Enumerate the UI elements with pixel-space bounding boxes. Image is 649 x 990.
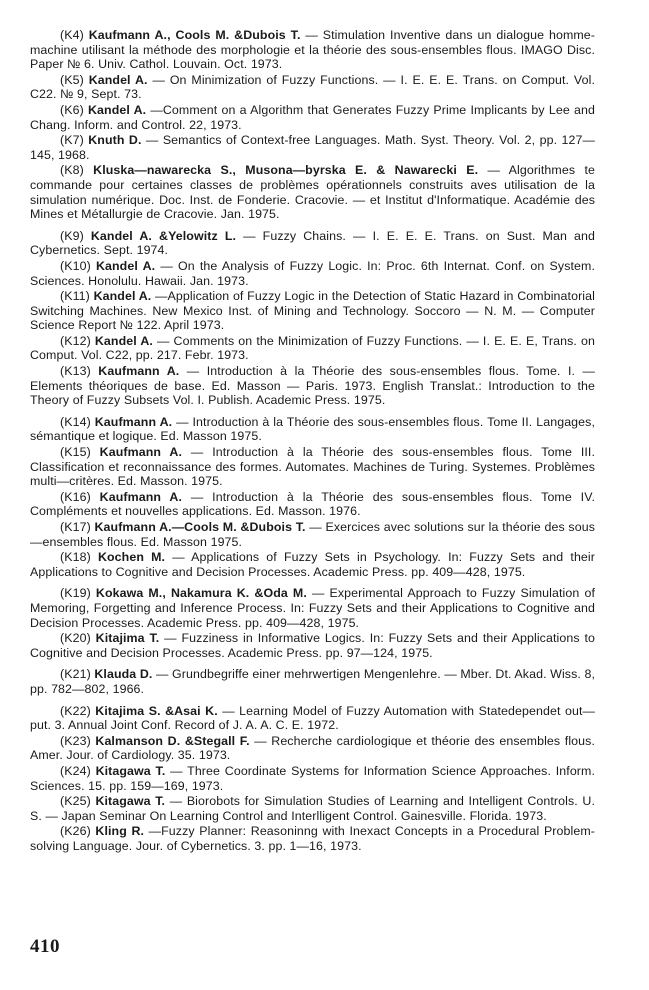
reference-entry bbox=[30, 445, 595, 489]
reference-text: — On the Analysis of Fuzzy Logic. In: Proc. 6th Internat. Conf. on System. Sciences. Honolulu. Hawaii. Jan. 1973. bbox=[30, 258, 595, 288]
reference-code: (K13) bbox=[60, 364, 91, 379]
reference-entry bbox=[30, 794, 595, 823]
reference-authors: Kaufmann A. bbox=[98, 364, 180, 379]
reference-authors: Kaufmann A. bbox=[99, 445, 183, 460]
reference-entry bbox=[30, 631, 595, 660]
reference-authors: Kochen M. bbox=[97, 550, 166, 565]
reference-authors: Kandel A. &Yelowitz L. bbox=[90, 228, 237, 243]
reference-code: (K15) bbox=[60, 445, 91, 460]
reference-entry bbox=[30, 550, 595, 579]
reference-entry bbox=[30, 734, 595, 763]
reference-text: — Applications of Fuzzy Sets in Psychology. In: Fuzzy Sets and their Applications to Cognitive and Decision Processes. Academic Press. pp. 409—428, 1975. bbox=[30, 550, 595, 579]
reference-authors: Kitagawa T. bbox=[95, 763, 166, 778]
reference-code: (K6) bbox=[60, 102, 84, 117]
reference-code: (K20) bbox=[60, 631, 91, 646]
reference-code: (K12) bbox=[60, 333, 91, 348]
reference-authors: Kitajima S. &Asai K. bbox=[95, 703, 218, 718]
reference-code: (K8) bbox=[60, 163, 84, 178]
reference-code: (K4) bbox=[60, 28, 84, 42]
reference-text: — Stimulation Inventive dans un dialogue homme-machine utilisant la méthode des morphologie et la théorie des sous-ensembles flous. IMAGO Disc. Paper № 6. Univ. Cathol. Louvain. Oct. 1973. bbox=[30, 28, 595, 72]
reference-entry bbox=[30, 824, 595, 853]
reference-entry bbox=[30, 586, 595, 630]
reference-authors: Kalmanson D. &Stegall F. bbox=[95, 733, 250, 748]
reference-text: — Comments on the Minimization of Fuzzy Functions. — I. E. E. E, Trans. on Comput. Vol. C22, pp. 217. Febr. 1973. bbox=[30, 333, 595, 363]
reference-text: — Introduction à la Théorie des sous-ensembles flous. Tome. I. — Elements théoriques de base. Ed. Masson — Paris. 1973. English Translat.: Introduction to the Theory of Fuzzy Subsets Vol. I. Publish. Academic Press. 1975. bbox=[30, 364, 596, 408]
reference-entry bbox=[30, 520, 595, 549]
reference-list bbox=[30, 28, 595, 854]
reference-text: — Recherche cardiologique et théorie des ensembles flous. Amer. Jour. of Cardiology. 35. 1973. bbox=[30, 733, 595, 763]
page-number: 410 bbox=[30, 936, 60, 957]
reference-code: (K17) bbox=[60, 520, 91, 534]
reference-text: — Grundbegriffe einer mehrwertigen Mengenlehre. — Mber. Dt. Akad. Wiss. 8, pp. 782—802, 1966. bbox=[30, 667, 596, 696]
reference-code: (K25) bbox=[60, 794, 91, 809]
reference-authors: Kitajima T. bbox=[95, 631, 160, 646]
reference-authors: Kaufmann A.—Cools M. &Dubois T. bbox=[94, 520, 306, 534]
reference-text: — Algorithmes te commande pour certaines classes de problèmes opérationnels construits aves utilisation de la simulation numérique. Doc. Inst. de Fonderie. Cracovie. — et Institut d'Informatique. Académie des Mines et Métallurgie de Cracovie. Jan. 1975. bbox=[30, 163, 595, 222]
reference-code: (K18) bbox=[60, 550, 91, 565]
reference-text: —Comment on a Algorithm that Generates Fuzzy Prime Implicants by Lee and Chang. Inform. and Control. 22, 1973. bbox=[30, 102, 595, 132]
reference-authors: Kandel A. bbox=[88, 72, 148, 87]
reference-authors: Klauda D. bbox=[94, 667, 153, 682]
reference-entry bbox=[30, 704, 595, 733]
reference-entry bbox=[30, 103, 595, 132]
reference-code: (K10) bbox=[60, 258, 91, 273]
reference-code: (K11) bbox=[60, 289, 90, 304]
reference-text: — Fuzzy Chains. — I. E. E. E. Trans. on Sust. Man and Cybernetics. Sept. 1974. bbox=[30, 228, 595, 258]
reference-text: — Biorobots for Simulation Studies of Learning and Intelligent Controls. U. S. — Japan Seminar On Learning Control and Interlligent Control. Gainesville. Florida. 1973. bbox=[30, 794, 596, 823]
reference-entry bbox=[30, 364, 595, 408]
reference-authors: Kaufmann A. bbox=[94, 414, 173, 429]
reference-entry bbox=[30, 764, 595, 793]
reference-text: — Semantics of Context-free Languages. Math. Syst. Theory. Vol. 2, pp. 127—145, 1968. bbox=[30, 133, 595, 162]
reference-entry bbox=[30, 229, 595, 258]
reference-code: (K23) bbox=[60, 733, 91, 748]
reference-code: (K9) bbox=[60, 228, 84, 243]
reference-text: —Application of Fuzzy Logic in the Detection of Static Hazard in Combinatorial Switching Machines. New Mexico Inst. of Mining and Technology. Soccoro — N. M. — Computer Science Report № 122. April 1973. bbox=[30, 289, 595, 333]
reference-authors: Kaufmann A. bbox=[99, 489, 182, 504]
reference-code: (K16) bbox=[60, 489, 91, 504]
reference-authors: Kling R. bbox=[95, 824, 145, 839]
reference-text: — Exercices avec solutions sur la théorie des sous—ensembles flous. Ed. Masson 1975. bbox=[30, 520, 595, 549]
reference-code: (K26) bbox=[60, 824, 91, 839]
reference-entry bbox=[30, 28, 595, 72]
reference-entry bbox=[30, 163, 595, 221]
reference-text: — Experimental Approach to Fuzzy Simulation of Memoring, Forgetting and Inference Process. In: Fuzzy Sets and their Applications to Cognitive and Decision Processes. Academic Press. pp. 409—428, 1975. bbox=[30, 586, 595, 630]
reference-text: — Fuzziness in Informative Logics. In: Fuzzy Sets and their Applications to Cognitive and Decision Processes. Academic Press. pp. 97—124, 1975. bbox=[30, 631, 595, 660]
reference-text: — Introduction à la Théorie des sous-ensembles flous. Tome III. Classification et reconnaissance des formes. Automates. Machines de Turing. Systemes. Problèmes multi—critères. Ed. Masson. 1975. bbox=[30, 445, 595, 489]
reference-authors: Kokawa M., Nakamura K. &Oda M. bbox=[95, 586, 307, 601]
reference-code: (K5) bbox=[60, 72, 84, 87]
reference-code: (K14) bbox=[60, 414, 91, 429]
reference-code: (K19) bbox=[60, 586, 91, 601]
reference-authors: Knuth D. bbox=[88, 133, 142, 148]
reference-authors: Kaufmann A., Cools M. &Dubois T. bbox=[88, 28, 301, 42]
reference-entry bbox=[30, 415, 595, 444]
reference-text: —Fuzzy Planner: Reasoninng with Inexact Concepts in a Procedural Problem-solving Language. Jour. of Cybernetics. 3. pp. 1—16, 1973. bbox=[30, 824, 596, 853]
reference-entry bbox=[30, 259, 595, 288]
reference-authors: Kandel A. bbox=[94, 333, 153, 348]
reference-entry bbox=[30, 667, 595, 696]
reference-text: — On Minimization of Fuzzy Functions. — I. E. E. E. Trans. on Comput. Vol. C22. № 9, Sept. 73. bbox=[30, 72, 595, 102]
reference-text: — Introduction à la Théorie des sous-ensembles flous. Tome II. Langages, sémantique et logique. Ed. Masson 1975. bbox=[30, 414, 596, 444]
reference-text: — Introduction à la Théorie des sous-ensembles flous. Tome IV. Compléments et nouvelles applications. Ed. Masson. 1976. bbox=[30, 489, 595, 519]
reference-text: — Three Coordinate Systems for Information Science Approaches. Inform. Sciences. 15. pp. 159—169, 1973. bbox=[30, 763, 595, 793]
reference-entry bbox=[30, 73, 595, 102]
reference-entry bbox=[30, 133, 595, 162]
reference-authors: Kandel A. bbox=[93, 289, 152, 304]
reference-code: (K24) bbox=[60, 763, 91, 778]
reference-code: (K22) bbox=[60, 703, 91, 718]
reference-code: (K7) bbox=[60, 133, 84, 148]
reference-text: — Learning Model of Fuzzy Automation with Statedependet out—put. 3. Annual Joint Conf. Record of J. A. A. C. E. 1972. bbox=[30, 703, 595, 733]
reference-authors: Kluska—nawarecka S., Musona—byrska E. & Nawarecki E. bbox=[93, 163, 479, 178]
reference-authors: Kitagawa T. bbox=[95, 794, 166, 809]
reference-code: (K21) bbox=[60, 667, 91, 682]
reference-authors: Kandel A. bbox=[88, 102, 147, 117]
reference-entry bbox=[30, 490, 595, 519]
reference-entry bbox=[30, 289, 595, 333]
reference-entry bbox=[30, 334, 595, 363]
reference-authors: Kandel A. bbox=[95, 258, 156, 273]
